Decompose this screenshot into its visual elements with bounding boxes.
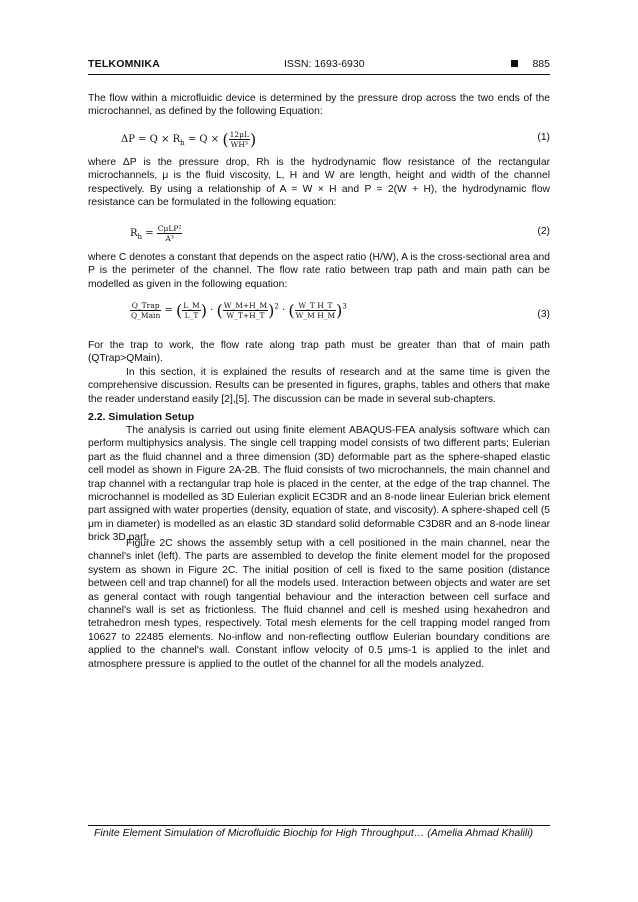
eq3-f4-den: W_M H_M [295,311,336,320]
running-footer: Finite Element Simulation of Microfluidic Biochip for High Throughput… (Amelia Ahmad Khalili) [94,827,534,839]
running-header [88,58,550,72]
eq2-lhs: R [130,228,138,239]
eq2-sub: h [137,233,143,241]
eq3-f2-den: L_T [184,311,199,320]
eq3-f1-den: Q_Main [131,311,161,320]
eq1-lhs: ΔP = Q × R [121,134,181,145]
eq2-eq: = [142,228,157,239]
eq2-denominator: A³ [165,234,174,243]
paragraph-1: The flow within a microfluidic device is determined by the pressure drop across the two ends of the microchannel, as defined by the following Equation: [88,93,550,118]
eq3-f1-num: Q_Trap [131,301,160,310]
footer-rule [88,825,550,826]
page-number: 885 [532,58,550,70]
eq1-number: (1) [537,132,550,143]
eq3-f3-den: W_T+H_T [226,311,265,320]
paragraph-2: where ΔP is the pressure drop, Rh is the hydrodynamic flow resistance of the rectangular microchannels, μ is the fluid viscosity, L, H and W are length, height and width of the channel respectively. By using a relationship of A = W × H and P = 2(W + H), the hydrodynamic flow resistance can be formulated in the following equation: [88,157,550,209]
eq3-f2-num: L_M [183,301,200,310]
eq3-exp3: 3 [342,302,347,311]
eq2-number: (2) [537,226,550,237]
eq3-f3-num: W_M+H_M [223,301,268,310]
eq2-numerator: CμLP² [157,224,182,233]
eq1-denominator: WH³ [230,140,248,149]
paragraph-3: where C denotes a constant that depends on the aspect ratio (H/W), A is the cross-sectional area and P is the perimeter of the channel. The flow rate ratio between trap path and main path can be modelled as given in the following equation: [88,252,550,290]
eq3-f4-num: W_T H_T [295,301,337,311]
paragraph-4: For the trap to work, the flow rate along trap path must be greater than that of main path (QTrap>QMain). [88,340,550,365]
paragraph-6: The analysis is carried out using finite element ABAQUS-FEA analysis software which can perform multiphysics analysis. The single cell trapping model consists of two different parts; Eulerian part as the fluid channel and a three dimension (3D) deformable part as the sphere-shaped elastic cell model as shown in Figure 2A-2B. The fluid consists of two microchannels, the main channel and trap channel with a rectangular trap hole is placed in the center, at the edge of the trap channel. The microchannel is modelled as 3D Eulerian explicit EC3DR and an 8-node linear Eulerian brick element part assigned with water properties (density, equation of state, and viscosity). A sphere-shaped cell (5 μm in diameter) is modelled as an elastic 3D standard solid deformable C3D8R and an 8-node linear brick 3D part. [88,425,550,544]
eq1-sub: h [180,139,185,147]
eq1-numerator: 12μL [229,130,249,139]
equation-3: $\frac{\text{Q\_Trap}}{\text{Q\_Main}}$ = ( $\frac{L\_M}{L\_T}$ ) · ( $\frac{W\_M+H\_M}{W\_T+H\_T}$ )$^2$ · ( $\frac{\text{W\_T H\_T}}{\text{W\_M H\_M}}$ )$^3$ (3) [131,301,550,320]
header-rule [88,74,550,75]
issn-label: ISSN: 1693-6930 [284,58,365,70]
equation-2 [88,220,550,244]
journal-name: TELKOMNIKA [88,58,160,70]
paragraph-5: In this section, it is explained the results of research and at the same time is given the comprehensive discussion. Results can be presented in figures, graphs, tables and others that make the reader understand easily [2],[5]. The discussion can be made in several sub-chapters. [88,367,550,405]
square-bullet-icon [511,60,518,67]
eq1-mid: = Q × [184,134,223,145]
eq3-number: (3) [537,309,550,320]
eq3-exp2: 2 [274,302,279,311]
paragraph-7: Figure 2C shows the assembly setup with a cell positioned in the main channel, near the channel's inlet (left). The parts are assembled to develop the finite element model for the proposed system as shown in Figure 2C. The initial position of cell is fixed to the same position (distance between cell and trap channel) for all the models used. Interaction between objects and water are set as general contact with rough tangential behaviour and the interaction between cell surface and channel's wall is set as frictionless. The fluid channel and cell is meshed using hexahedron and tetrahedron mesh types, respectively. Total mesh elements for the cell trapping model ranged from 10627 to 22485 elements. No-inflow and non-reflecting outflow Eulerian boundary conditions are applied to the channel's wall. Constant inflow velocity of 0.5 μms-1 is applied to the inlet and atmosphere pressure is applied to the outlet of the channel for all the models analyzed. [88,538,550,670]
equation-1: $\Delta P = Q \times R_h = Q$ × ( $\frac{12\mu L}{\text{WH³}}$ ) (1) [121,130,550,149]
section-title: 2.2. Simulation Setup [88,411,195,423]
